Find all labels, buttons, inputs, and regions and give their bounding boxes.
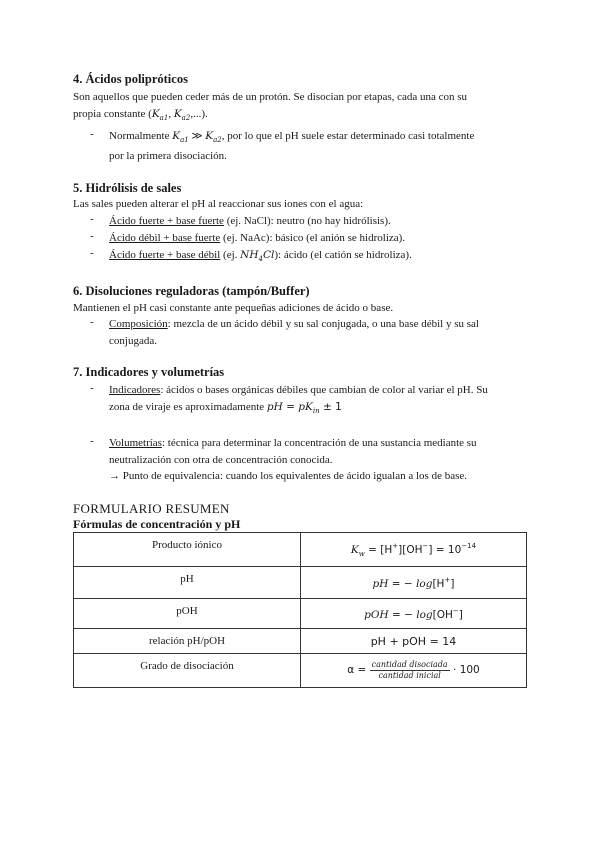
bullet-dash: - — [90, 435, 94, 447]
table-row — [74, 533, 527, 567]
table-cell-formula: pOH = − log[OH−] — [301, 599, 527, 629]
table-cell-label: relación pH/pOH — [74, 629, 301, 654]
bullet-dash: - — [90, 230, 94, 242]
bullet-dash: - — [90, 128, 94, 140]
list-item: Ácido débil + base fuerte (ej. NaAc): básico (el anión se hidroliza). — [109, 232, 406, 244]
section-4-bullet: Normalmente $K_{a1}$ ≫ $K_{a2}$, por lo que el pH suele estar determinado casi totalmente — [109, 130, 475, 144]
summary-title: FORMULARIO RESUMEN — [73, 501, 230, 516]
section-4-bullet-cont: por la primera disociación. — [109, 150, 227, 162]
section-5-title: 5. Hidrólisis de sales — [73, 181, 182, 195]
table-cell-label: Grado de disociación — [74, 654, 301, 688]
list-item: Ácido fuerte + base débil (ej. $NH_4Cl$): ácido (el catión se hidroliza). — [109, 249, 412, 263]
table-row — [74, 567, 527, 599]
formula-table — [73, 532, 527, 688]
fraction: $\frac{\text{cantidad disociada}}{\text{cantidad inicial}}$ — [371, 660, 448, 680]
section-6-title: 6. Disoluciones reguladoras (tampón/Buffer) — [73, 284, 310, 298]
section-4-intro-cont: propia constante ($K_{a1}$, $K_{a2}$,...). — [73, 108, 208, 122]
table-cell-label: Producto iónico — [74, 533, 301, 567]
section-7-indicators-cont: zona de viraje es aproximadamente pH = $pK_{in} \pm 1$ — [109, 401, 342, 415]
bullet-dash: - — [90, 316, 94, 328]
table-cell-formula: pH = − log[H+] — [301, 567, 527, 599]
section-6-bullet: Composición: mezcla de un ácido débil y su sal conjugada, o una base débil y su sal — [109, 318, 479, 330]
section-6-bullet-cont: conjugada. — [109, 335, 157, 347]
bullet-dash: - — [90, 213, 94, 225]
section-4-intro: Son aquellos que pueden ceder más de un protón. Se disocian por etapas, cada una con su — [73, 91, 468, 103]
equivalence-point-note: → Punto de equivalencia: cuando los equivalentes de ácido igualan a los de base. — [109, 470, 467, 482]
bullet-dash: - — [90, 247, 94, 259]
table-cell-label: pH — [74, 567, 301, 599]
section-7-indicators: Indicadores: ácidos o bases orgánicas débiles que cambian de color al variar el pH. Su — [109, 384, 488, 396]
section-4-title: 4. Ácidos polipróticos — [73, 72, 188, 86]
table-cell-formula: α = $\frac{\text{cantidad disociada}}{\text{cantidad inicial}}$ · 100 — [301, 654, 527, 688]
table-row — [74, 629, 527, 654]
section-7-title: 7. Indicadores y volumetrías — [73, 365, 225, 379]
section-5-intro: Las sales pueden alterar el pH al reaccionar sus iones con el agua: — [73, 198, 364, 210]
table-cell-formula: pH + pOH = 14 — [301, 629, 527, 654]
section-7-volumetry-cont: neutralización con otra de concentración conocida. — [109, 454, 333, 466]
table-cell-label: pOH — [74, 599, 301, 629]
section-7-volumetry: Volumetrías: técnica para determinar la concentración de una sustancia mediante su — [109, 437, 477, 449]
table-row — [74, 599, 527, 629]
section-6-intro: Mantienen el pH casi constante ante pequeñas adiciones de ácido o base. — [73, 302, 394, 314]
summary-subtitle: Fórmulas de concentración y pH — [73, 517, 241, 531]
bullet-dash: - — [90, 382, 94, 394]
table-cell-formula: $K_w = [H^+][OH^-] = 10^{-14}$ — [301, 533, 527, 567]
table-row — [74, 654, 527, 688]
list-item: Ácido fuerte + base fuerte (ej. NaCl): neutro (no hay hidrólisis). — [109, 215, 391, 227]
